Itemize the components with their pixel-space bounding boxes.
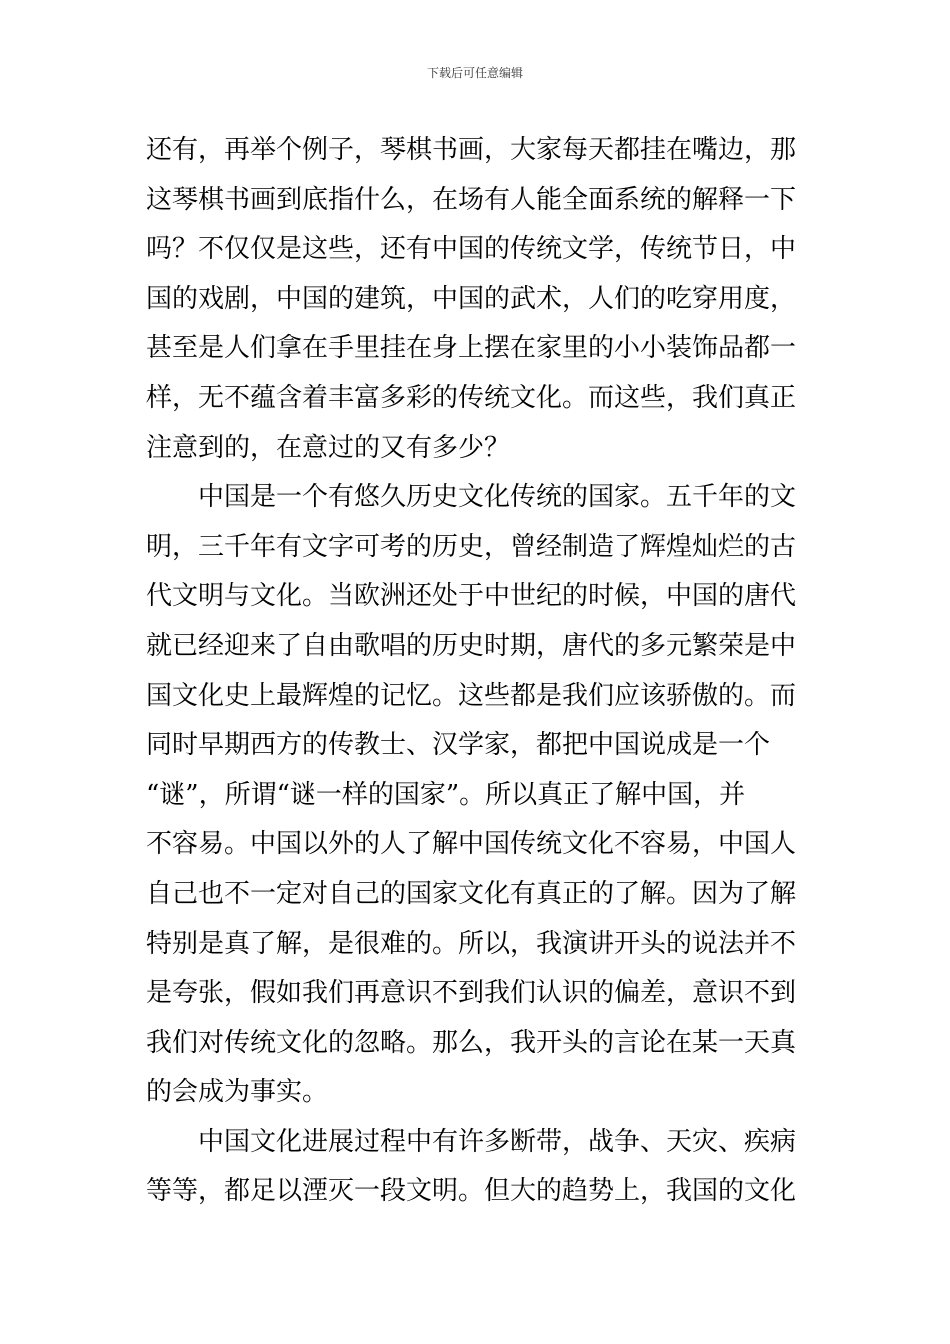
text-line: 样，无不蕴含着丰富多彩的传统文化。而这些，我们真正 xyxy=(146,382,797,413)
text-line: 代文明与文化。当欧洲还处于中世纪的时候，中国的唐代 xyxy=(146,581,797,612)
text-line: 这琴棋书画到底指什么，在场有人能全面系统的解释一下 xyxy=(146,184,797,215)
document-body xyxy=(146,126,806,1217)
text-line: 等等，都足以湮灭一段文明。但大的趋势上，我国的文化 xyxy=(146,1176,797,1207)
paragraph-3 xyxy=(146,1118,806,1217)
text-line: 甚至是人们拿在手里挂在身上摆在家里的小小装饰品都一 xyxy=(146,333,797,364)
text-line: 还有，再举个例子，琴棋书画，大家每天都挂在嘴边，那 xyxy=(146,135,797,165)
text-line: 不容易。中国以外的人了解中国传统文化不容易，中国人 xyxy=(146,829,797,860)
text-line: 同时早期西方的传教士、汉学家，都把中国说成是一个 xyxy=(146,730,771,761)
text-line: 我们对传统文化的忽略。那么，我开头的言论在某一天真 xyxy=(146,1027,797,1058)
text-line: 注意到的，在意过的又有多少？ xyxy=(146,432,511,463)
text-line: 中国文化进展过程中有许多断带，战争、天灾、疾病 xyxy=(198,1126,797,1157)
page-header: 下载后可任意编辑 xyxy=(426,66,523,80)
text-line: 吗？不仅仅是这些，还有中国的传统文学，传统节日，中 xyxy=(146,234,797,265)
text-line: 中国是一个有悠久历史文化传统的国家。五千年的文 xyxy=(198,482,797,513)
text-line: 特别是真了解，是很难的。所以，我演讲开头的说法并不 xyxy=(146,928,797,959)
text-line: 国的戏剧，中国的建筑，中国的武术，人们的吃穿用度， xyxy=(146,283,797,314)
text-line: “谜”，所谓“谜一样的国家”。所以真正了解中国，并 xyxy=(146,779,746,810)
paragraph-2 xyxy=(146,473,806,1118)
text-line: 明，三千年有文字可考的历史，曾经制造了辉煌灿烂的古 xyxy=(146,531,797,562)
text-line: 自己也不一定对自己的国家文化有真正的了解。因为了解 xyxy=(146,878,797,909)
paragraph-1 xyxy=(146,126,806,473)
text-line: 的会成为事实。 xyxy=(146,1077,329,1108)
text-line: 是夸张，假如我们再意识不到我们认识的偏差，意识不到 xyxy=(146,978,797,1009)
text-line: 国文化史上最辉煌的记忆。这些都是我们应该骄傲的。而 xyxy=(146,680,797,711)
text-line: 就已经迎来了自由歌唱的历史时期，唐代的多元繁荣是中 xyxy=(146,630,797,661)
